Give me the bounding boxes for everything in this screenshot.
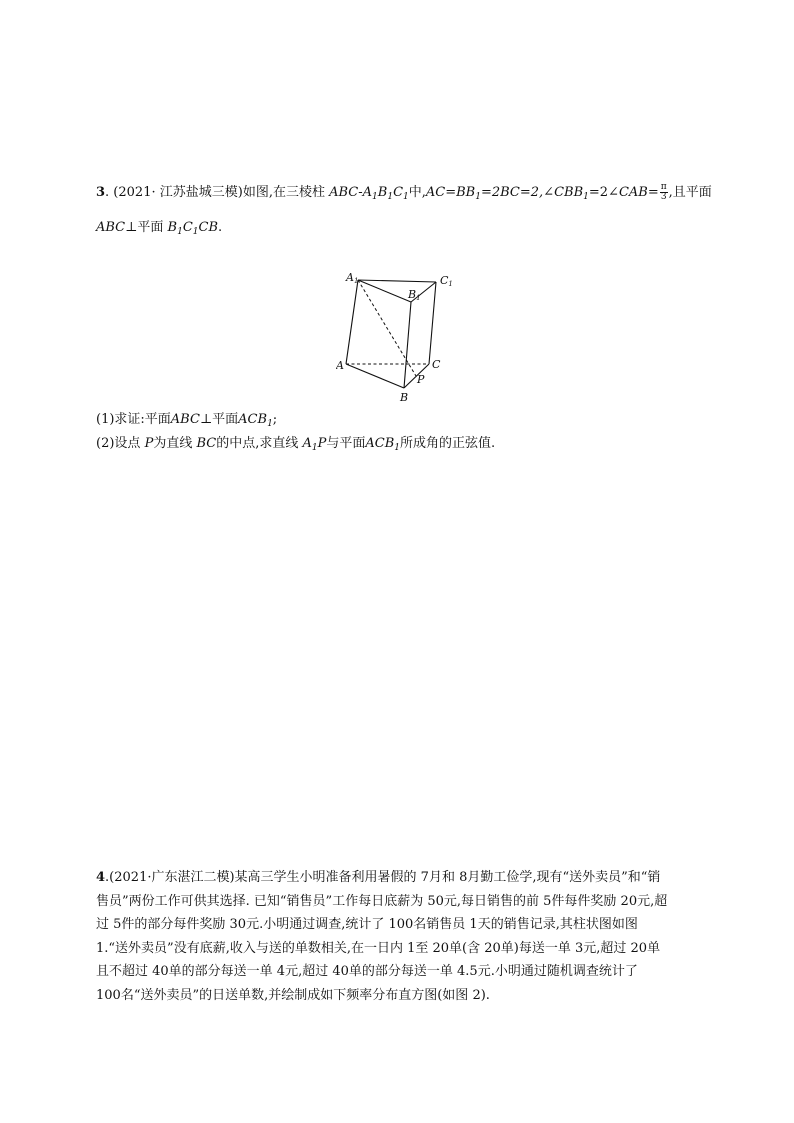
label-b1: B1 [408,288,421,302]
label-a: A [336,359,344,372]
problem4-line: 过 5件的部分每件奖励 30元.小明通过调查,统计了 100名销售员 1天的销售记录,其柱状图如图 [96,917,638,932]
label-c: C [432,358,441,371]
problem4-line: 且不超过 40单的部分每送一单 4元,超过 40单的部分每送一单 4.5元.小明通过随机调查统计了 [96,964,638,979]
prism-figure [336,268,466,404]
problem3-question2: (2)设点 P为直线 BC的中点,求直线 $A_1P$与平面$ACB_1$所成角的正弦值. [96,436,496,453]
label-b: B [400,391,409,404]
problem3-number: 3 [96,185,106,200]
edge-a1-c1 [358,280,436,282]
edge-c1-c [429,282,436,364]
problem3-question1: (1)求证:平面ABC⊥平面$ACB_1$; [96,412,278,429]
edge-a-b [346,364,404,388]
problem4-statement [96,866,696,1007]
problem3-statement-line1: 3. (2021· 江苏盐城三模)如图,在三棱柱 ABC-$A_1B_1C_1$中$,AC=BB_1=2BC=2,\angle CBB_1=2\angle CAB=$ $\frac{\pi}{3}$ ,且平面 [96,182,712,202]
prism-name: ABC-$A_1B_1C_1$ [329,185,409,202]
condition-angle: $CBB_1$ [554,185,589,202]
label-p: P [417,373,425,386]
problem3-source: . (2021· 江苏盐城三模) [105,185,243,200]
problem3-statement-line2: ABC⊥平面 $B_1C_1CB$. [96,220,223,237]
edge-a1-b1 [358,280,411,302]
problem4-line: 4.(2021·广东湛江二模)某高三学生小明准备利用暑假的 7月和 8月勤工俭学,现有“送外卖员”和“销 [96,870,661,885]
problem4-line: 售员”两份工作可供其选择. 已知“销售员”工作每日底薪为 50元,每日销售的前 5件每件奖励 20元,超 [96,893,668,909]
label-c1: C1 [440,274,453,288]
edge-b1-b [404,302,411,388]
pi-over-3-fraction: $\frac{\pi}{3}$ [660,182,667,202]
edge-a1-a [346,280,358,364]
condition-lengths: $AC=BB_1=2BC=2$, [425,185,544,202]
problem4-line: 1.“送外卖员”没有底薪,收入与送的单数相关,在一日内 1至 20单(含 20单)每送一单 3元,超过 20单 [96,940,661,956]
problem3-intro: 如图,在三棱柱 [242,185,325,200]
problem4-line: 100名“送外卖员”的日送单数,并绘制成如下频率分布直方图(如图 2). [96,987,490,1003]
label-a1: A1 [346,271,359,285]
